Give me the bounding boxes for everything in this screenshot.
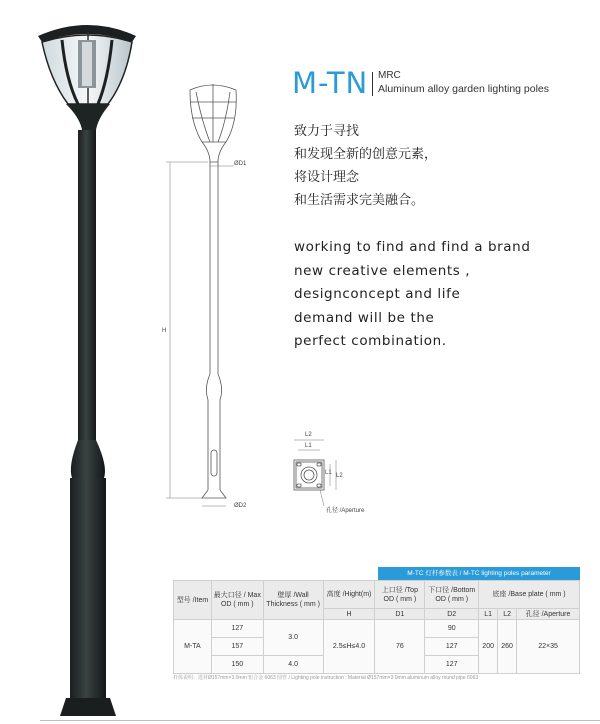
cell-aperture: 22×35 [517,620,580,674]
cell-bottom-od: 127 [425,656,479,674]
cell-height: 2.5≤H≤4.0 [323,620,375,674]
header-height: 高度 /Hight(m) [323,581,375,609]
header-bottom-od: 下口径 /Bottom OD ( mm ) [425,581,479,609]
product-title: M-TN [292,66,369,100]
cell-model: M-TA [174,620,212,674]
cell-wall: 4.0 [263,656,323,674]
cell-max-od: 157 [211,638,263,656]
cn-line: 将设计理念 [294,170,360,185]
cell-l2: 260 [498,620,517,674]
cn-line: 致力于寻找 [294,124,360,139]
en-line: demand will be the [294,309,435,326]
en-line: designconcept and life [294,286,461,302]
subheader-l2: L2 [498,609,517,620]
material-footnote: 杆体说明：选材Ø157mm×3.0mm 铝合金 6063 圆管 / Lighting pole instruction : Material Ø157mm×3.0mm aluminum alloy round pipe 6063 [173,675,479,681]
pole-technical-drawing [150,78,290,518]
subheader-h: H [323,609,375,620]
cell-wall: 3.0 [263,620,323,656]
cell-max-od: 150 [211,656,263,674]
cell-top-od: 76 [375,620,425,674]
cell-bottom-od: 127 [425,638,479,656]
dim-l1-top-label: L1 [305,443,312,449]
dim-l2-side-label: L2 [336,473,343,479]
header-top-od: 上口径 /Top OD ( mm ) [375,581,425,609]
subheader-d2: D2 [425,609,479,620]
cn-line: 和生活需求完美融合。 [294,193,425,208]
subheader-d1: D1 [375,609,425,620]
bottom-divider [40,720,600,721]
subheader-l1: L1 [479,609,498,620]
dim-l2-top-label: L2 [305,432,312,438]
parameter-table [173,580,580,674]
dim-h-label: H [162,328,167,334]
english-slogan [294,236,531,354]
cell-bottom-od: 90 [425,620,479,638]
title-separator [372,72,373,96]
cell-max-od: 127 [211,620,263,638]
subheader-aperture: 孔径 /Aperture [517,609,580,620]
cn-line: 和发现全新的创意元素， [294,147,438,162]
en-line: working to find and find a brand [294,239,531,255]
header-model: 型号 /Item [174,581,212,620]
header-max-od: 最大口径 / Max OD ( mm ) [211,581,263,620]
en-line: perfect combination. [294,333,447,349]
cell-l1: 200 [479,620,498,674]
product-description: Aluminum alloy garden lighting poles [378,83,550,95]
chinese-slogan [294,120,437,212]
dim-l1-side-label: L1 [325,470,332,476]
table-banner: M-TC 灯杆参数表 / M-TC lighting poles parameter [378,567,580,580]
dim-d2-label: ØD2 [234,503,247,509]
header-base: 底座 /Base plate ( mm ) [479,581,580,609]
lamp-post-photo [0,0,160,724]
en-line: new creative elements , [294,262,471,279]
header-wall: 壁厚 /Wall Thickness ( mm ) [263,581,323,620]
dim-d1-label: ØD1 [234,161,247,167]
aperture-label: 孔径 /Aperture [326,508,365,514]
model-code: MRC [378,70,401,81]
